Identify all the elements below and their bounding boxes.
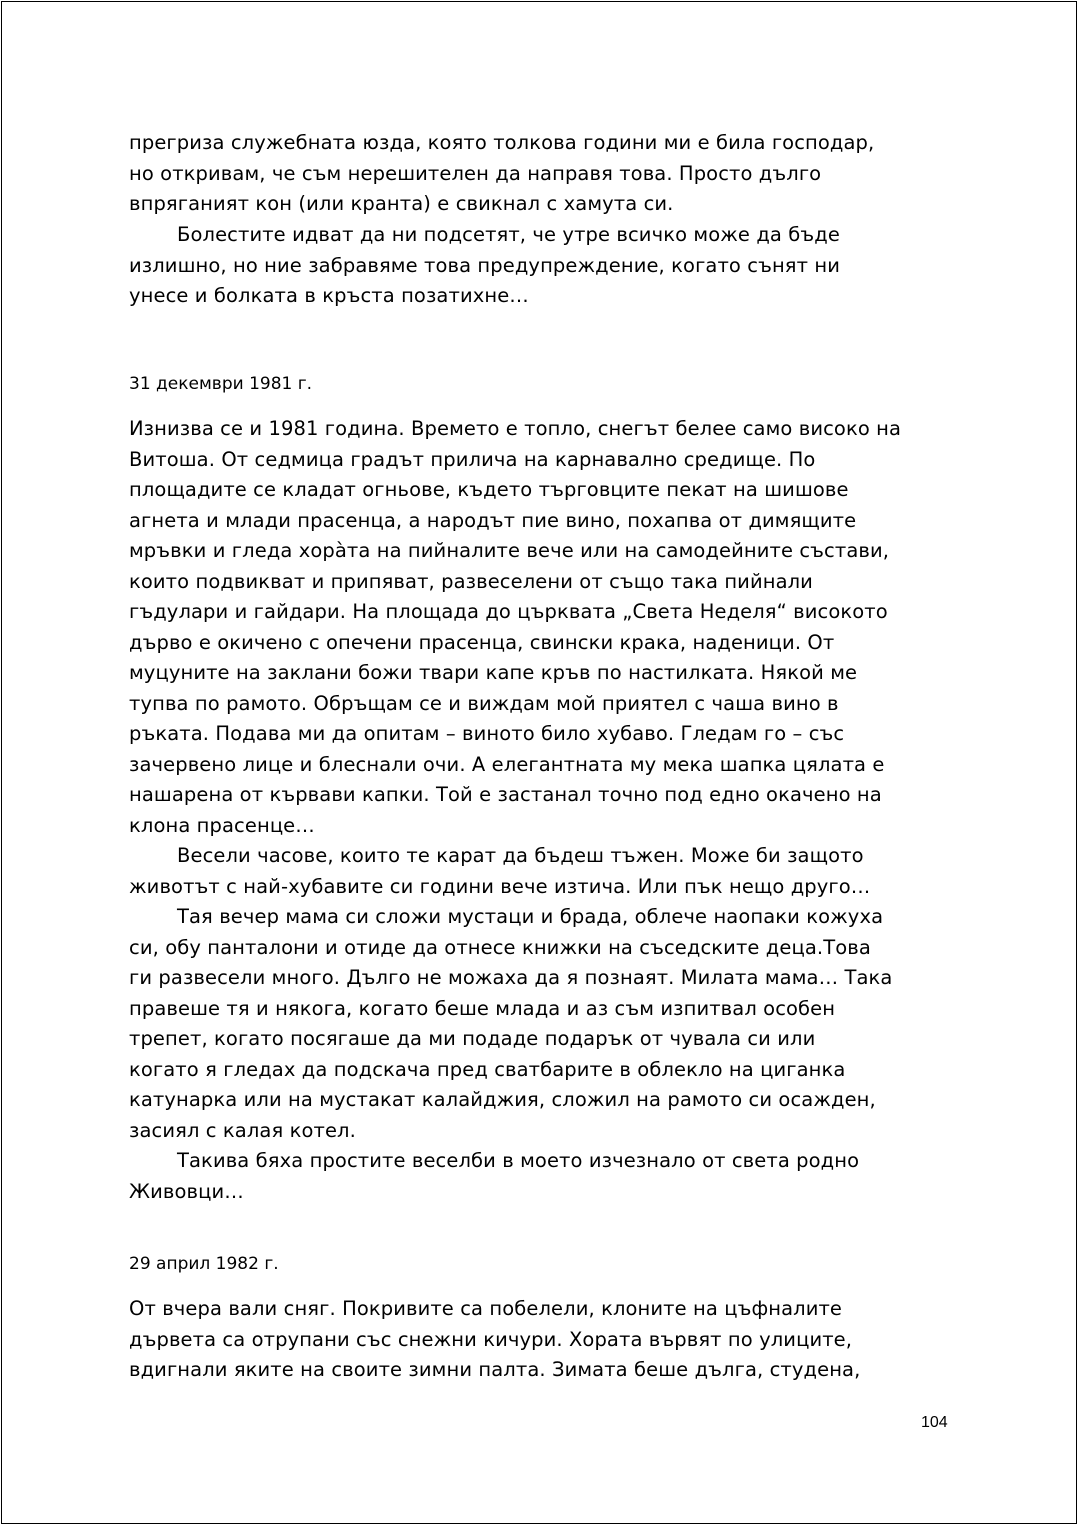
text-line: гъдулари и гайдари. На площада до църквата „Света Неделя“ високото: [129, 600, 888, 623]
text-line: ръката. Подава ми да опитам – виното било хубаво. Гледам го – със: [129, 722, 845, 745]
text-line: клона прасенце…: [129, 814, 315, 837]
text-line: Изнизва се и 1981 година. Времето е топло, снегът белее само високо на: [129, 417, 902, 440]
text-line: които подвикват и припяват, развеселени от също така пийнали: [129, 570, 813, 593]
text-line: Витоша. От седмица градът прилича на карнавално средище. По: [129, 448, 816, 471]
text-line: засиял с калая котел.: [129, 1119, 356, 1142]
text-line: правеше тя и някога, когато беше млада и аз съм изпитвал особен: [129, 997, 836, 1020]
text-line: Болестите идват да ни подсетят, че утре всичко може да бъде: [177, 223, 840, 246]
text-line: Весели часове, които те карат да бъдеш тъжен. Може би защото: [177, 844, 864, 867]
text-line: тупва по рамото. Обръщам се и виждам мой приятел с чаша вино в: [129, 692, 839, 715]
text-line: площадите се кладат огньове, където търговците пекат на шишове: [129, 478, 849, 501]
text-line: дърво е окичено с опечени прасенца, свински крака, наденици. От: [129, 631, 835, 654]
text-line: зачервено лице и блеснали очи. А елегантната му мека шапка цялата е: [129, 753, 885, 776]
text-line: Тая вечер мама си сложи мустаци и брада, облече наопаки кожуха: [177, 905, 884, 928]
text-line: си, обу панталони и отиде да отнесе книжки на съседските деца.Това: [129, 936, 871, 959]
text-line: прегриза служебната юзда, която толкова години ми е била господар,: [129, 131, 875, 154]
text-line: дървета са отрупани със снежни кичури. Хората вървят по улиците,: [129, 1328, 853, 1351]
text-line: унесе и болката в кръста позатихне…: [129, 284, 529, 307]
text-line: когато я гледах да подскача пред сватбарите в облекло на циганка: [129, 1058, 846, 1081]
text-line: муцуните на заклани божи твари капе кръв по настилката. Някой ме: [129, 661, 858, 684]
text-line: ги развесели много. Дълго не можаха да я познаят. Милата мама… Така: [129, 966, 893, 989]
text-line: животът с най-хубавите си години вече изтича. Или пък нещо друго…: [129, 875, 871, 898]
entry-date: 31 декември 1981 г.: [129, 374, 313, 394]
text-line: Живовци…: [129, 1180, 244, 1203]
text-line: мръвки и гледа хорàта на пийналите вече или на самодейните състави,: [129, 539, 890, 562]
page-number: 104: [921, 1414, 948, 1431]
text-line: но откривам, че съм нерешителен да направя това. Просто дълго: [129, 162, 822, 185]
text-line: вдигнали яките на своите зимни палта. Зимата беше дълга, студена,: [129, 1358, 861, 1381]
text-line: Такива бяха простите веселби в моето изчезнало от света родно: [177, 1149, 860, 1172]
entry-date: 29 април 1982 г.: [129, 1254, 279, 1274]
text-line: излишно, но ние забравяме това предупреждение, когато сънят ни: [129, 254, 841, 277]
text-line: катунарка или на мустакат калайджия, сложил на рамото си осажден,: [129, 1088, 876, 1111]
text-line: впряганият кон (или кранта) е свикнал с хамута си.: [129, 192, 674, 215]
text-line: агнета и млади прасенца, а народът пие вино, похапва от димящите: [129, 509, 857, 532]
text-line: От вчера вали сняг. Покривите са побелели, клоните на цъфналите: [129, 1297, 843, 1320]
text-line: нашарена от кървави капки. Той е застанал точно под едно окачено на: [129, 783, 882, 806]
text-line: трепет, когато посягаше да ми подаде подарък от чувала си или: [129, 1027, 816, 1050]
